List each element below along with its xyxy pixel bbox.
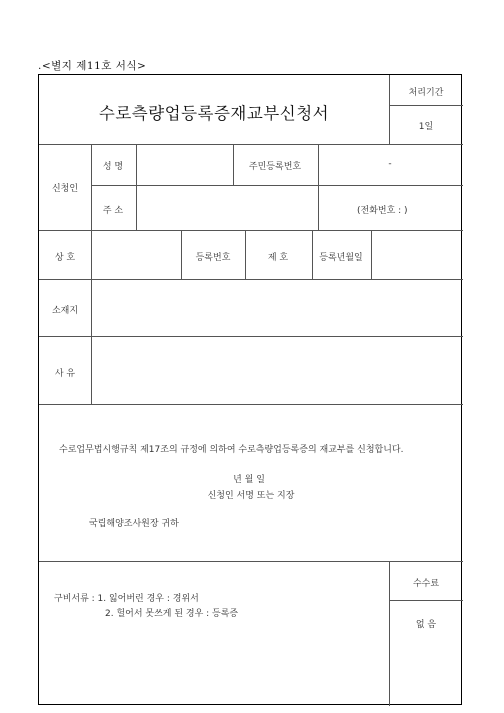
documents-line-1: 구비서류 : 1. 잃어버린 경우 : 경위서 [54, 594, 199, 604]
name-label: 성 명 [102, 162, 124, 172]
rrn-label: 주민등록번호 [248, 162, 302, 172]
reg-no-field[interactable]: 제 호 [267, 253, 289, 263]
divider [318, 144, 319, 230]
address-label: 주 소 [102, 206, 124, 216]
divider [312, 230, 313, 279]
address-field[interactable] [137, 186, 317, 229]
reg-no-label: 등록번호 [195, 253, 231, 263]
trade-name-field[interactable] [92, 231, 180, 278]
phone-field[interactable]: (전화번호 : ) [357, 206, 408, 216]
reg-date-label: 등록년월일 [319, 253, 363, 263]
form-title: 수로측량업등록증재교부신청서 [98, 104, 330, 123]
divider [389, 600, 463, 601]
divider [245, 230, 246, 279]
divider [389, 105, 463, 106]
divider [389, 561, 390, 706]
reason-label: 사 유 [54, 369, 76, 379]
recipient: 국립해양조사원장 귀하 [89, 519, 179, 529]
form-caption: .<별지 제11호 서식> [38, 60, 147, 72]
divider [39, 404, 463, 405]
divider [39, 144, 463, 145]
form-frame [38, 74, 462, 705]
divider [389, 75, 390, 144]
processing-value: 1일 [418, 122, 434, 132]
reason-field[interactable] [92, 337, 462, 403]
documents-line-2: 2. 헐어서 못쓰게 된 경우 : 등록증 [105, 609, 239, 619]
processing-label: 처리기간 [408, 88, 444, 98]
date-line[interactable]: 년 월 일 [233, 475, 265, 485]
fee-label: 수수료 [412, 579, 440, 589]
statement-text: 수로업무법시행규칙 제17조의 규정에 의하여 수로측량업등록증의 재교부를 신청합니다. [59, 445, 404, 455]
location-field[interactable] [92, 280, 462, 335]
fee-value: 없 음 [415, 620, 437, 630]
divider [181, 230, 182, 279]
reg-date-field[interactable] [372, 231, 462, 278]
name-field[interactable] [137, 145, 232, 184]
divider [91, 144, 92, 230]
signature-line[interactable]: 신청인 서명 또는 지장 [207, 491, 295, 501]
divider [233, 144, 234, 185]
divider [39, 561, 463, 562]
location-label: 소재지 [51, 306, 79, 316]
trade-name-label: 상 호 [54, 253, 76, 263]
applicant-label: 신청인 [51, 184, 79, 194]
rrn-field[interactable]: - [388, 159, 392, 169]
